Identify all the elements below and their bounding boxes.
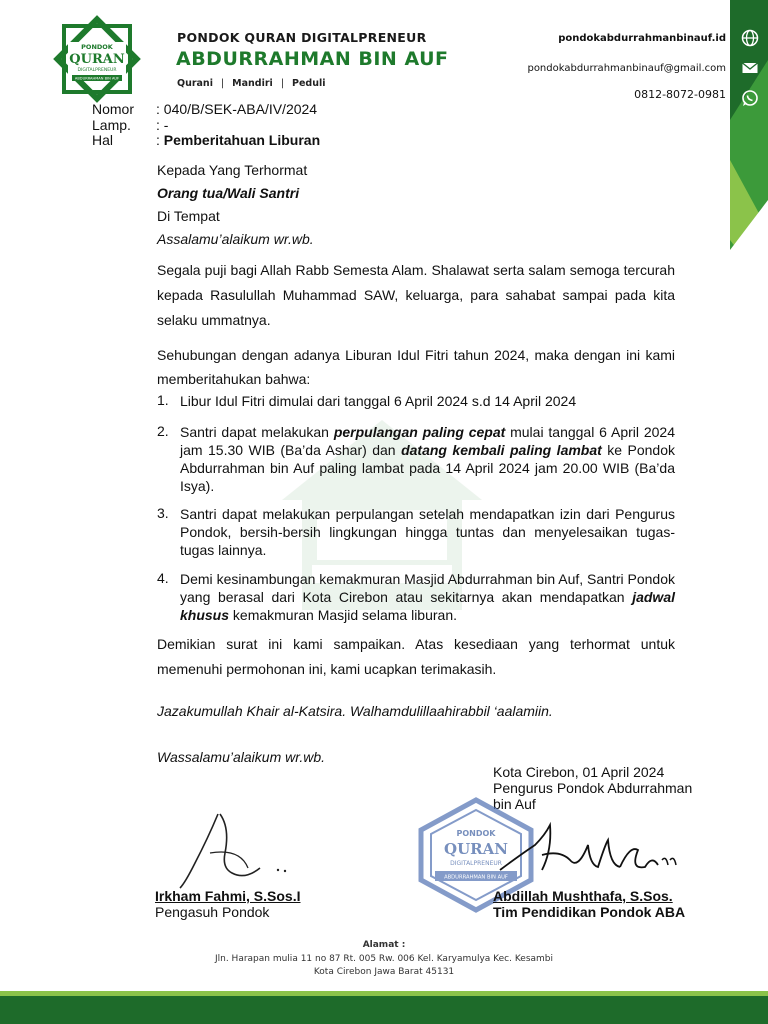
nomor-label: Nomor [92,101,135,117]
jazakumullah-text: Jazakumullah Khair al-Katsira. Walhamdulillaahirabbil ‘aalamiin. [157,703,553,719]
logo-text-quran: QURAN [69,52,125,67]
left-signature [170,808,320,893]
list-text-run: Santri dapat melakukan perpulangan setelah mendapatkan izin dari Pengurus Pondok, bersih-bersih lingkungan hingga tuntas dan menyelesaikan tugas-tugas lainnya. [180,506,675,558]
list-number-3: 3. [157,505,169,521]
website-text[interactable]: pondokabdurrahmanbinauf.id [558,33,726,44]
org-name-line2: ABDURRAHMAN BIN AUF [176,48,449,70]
logo-text-aba: ABDURRAHMAN BIN AUF [74,76,120,81]
list-text-run: mulai tanggal 6 April 2024 jam 15.30 WIB (Ba’da Ashar) dan [180,424,675,458]
tag-qurani: Qurani [177,78,213,89]
list-item-1 [180,392,675,410]
right-signatory-role: Tim Pendidikan Pondok ABA [493,904,686,920]
footer-address-label: Alamat : [362,940,406,950]
stamp-text-aba: ABDURRAHMAN BIN AUF [444,874,508,881]
mail-icon [740,58,760,78]
list-item-3 [180,505,675,559]
footer-green-bar [0,996,768,1024]
lamp-value: : - [156,117,169,133]
emphasis-text: jadwal khusus [180,589,675,623]
list-text-run: ke Pondok Abdurrahman bin Auf paling lambat pada 14 April 2024 jam 20.00 WIB (Ba’da Isya). [180,442,675,494]
phone-text: 0812-8072-0981 [634,88,726,101]
hal-label: Hal [92,132,114,148]
kepada-text: Kepada Yang Terhormat [157,162,308,178]
footer-address-line1: Jln. Harapan mulia 11 no 87 Rt. 005 Rw. 006 Kel. Karyamulya Kec. Kesambi [214,954,554,964]
org-tags: Qurani | Mandiri | Peduli [177,78,326,89]
list-text-run: Libur Idul Fitri dimulai dari tanggal 6 April 2024 s.d 14 April 2024 [180,393,577,409]
signature-org-line-b: bin Auf [493,796,536,812]
lamp-label: Lamp. [92,117,131,133]
left-signatory-role: Pengasuh Pondok [155,904,270,920]
pondok-logo [52,14,142,104]
left-signatory-name: Irkham Fahmi, S.Sos.I [155,888,301,904]
list-number-1: 1. [157,392,169,408]
recipient-text: Orang tua/Wali Santri [157,185,300,201]
list-item-2 [180,423,675,495]
paragraph-closing: Demikian surat ini kami sampaikan. Atas kesediaan yang terhormat untuk memenuhi permohonan ini, kami ucapkan terimakasih. [157,636,675,677]
list-text-run: kemakmuran Masjid selama liburan. [229,607,457,623]
list-text-run: Santri dapat melakukan [180,424,334,440]
hal-subject: Pemberitahuan Liburan [163,132,321,148]
list-number-2: 2. [157,423,169,439]
stamp-text-quran: QURAN [444,840,508,858]
stamp-text-pondok: PONDOK [456,829,496,838]
nomor-value: : 040/B/SEK-ABA/IV/2024 [156,101,318,117]
list-number-4: 4. [157,570,169,586]
footer-address-line2: Kota Cirebon Jawa Barat 45131 [313,967,455,977]
right-green-stripe [730,0,768,1024]
right-signature [480,815,680,890]
tag-peduli: Peduli [292,78,326,89]
signature-org-line-a: Pengurus Pondok Abdurrahman [493,780,693,796]
di-tempat-text: Di Tempat [157,208,220,224]
stamp-text-digital: DIGITALPRENEUR [450,860,502,867]
org-name-line1: PONDOK QURAN DIGITALPRENEUR [177,30,427,45]
paragraph-opening: Segala puji bagi Allah Rabb Semesta Alam. Shalawat serta salam semoga tercurah kepada Rasulullah Muhammad SAW, keluarga, para sahabat sampai pada kita selaku ummatnya. [157,262,675,328]
emphasis-text: datang kembali paling lambat [401,442,602,458]
whatsapp-icon [740,88,760,108]
place-date: Kota Cirebon, 01 April 2024 [493,764,665,780]
emphasis-text: perpulangan paling cepat [333,424,506,440]
list-item-4 [180,570,675,624]
logo-text-digital: DIGITALPRENEUR [77,68,117,73]
hal-value: : Pemberitahuan Liburan [156,132,321,148]
right-signatory-name: Abdillah Mushthafa, S.Sos. [493,888,673,904]
tag-mandiri: Mandiri [232,78,273,89]
salam-open-text: Assalamu’alaikum wr.wb. [157,231,314,247]
logo-text-pondok: PONDOK [81,43,113,51]
list-text-run: Demi kesinambungan kemakmuran Masjid Abdurrahman bin Auf, Santri Pondok yang berasal dari Kota Cirebon atau sekitarnya akan mendapatkan [180,571,675,605]
globe-icon [740,28,760,48]
email-text[interactable]: pondokabdurrahmanbinauf@gmail.com [527,63,726,74]
salam-close-text: Wassalamu’alaikum wr.wb. [157,749,326,765]
paragraph-announcement: Sehubungan dengan adanya Liburan Idul Fitri tahun 2024, maka dengan ini kami memberitahukan bahwa: [157,347,675,387]
